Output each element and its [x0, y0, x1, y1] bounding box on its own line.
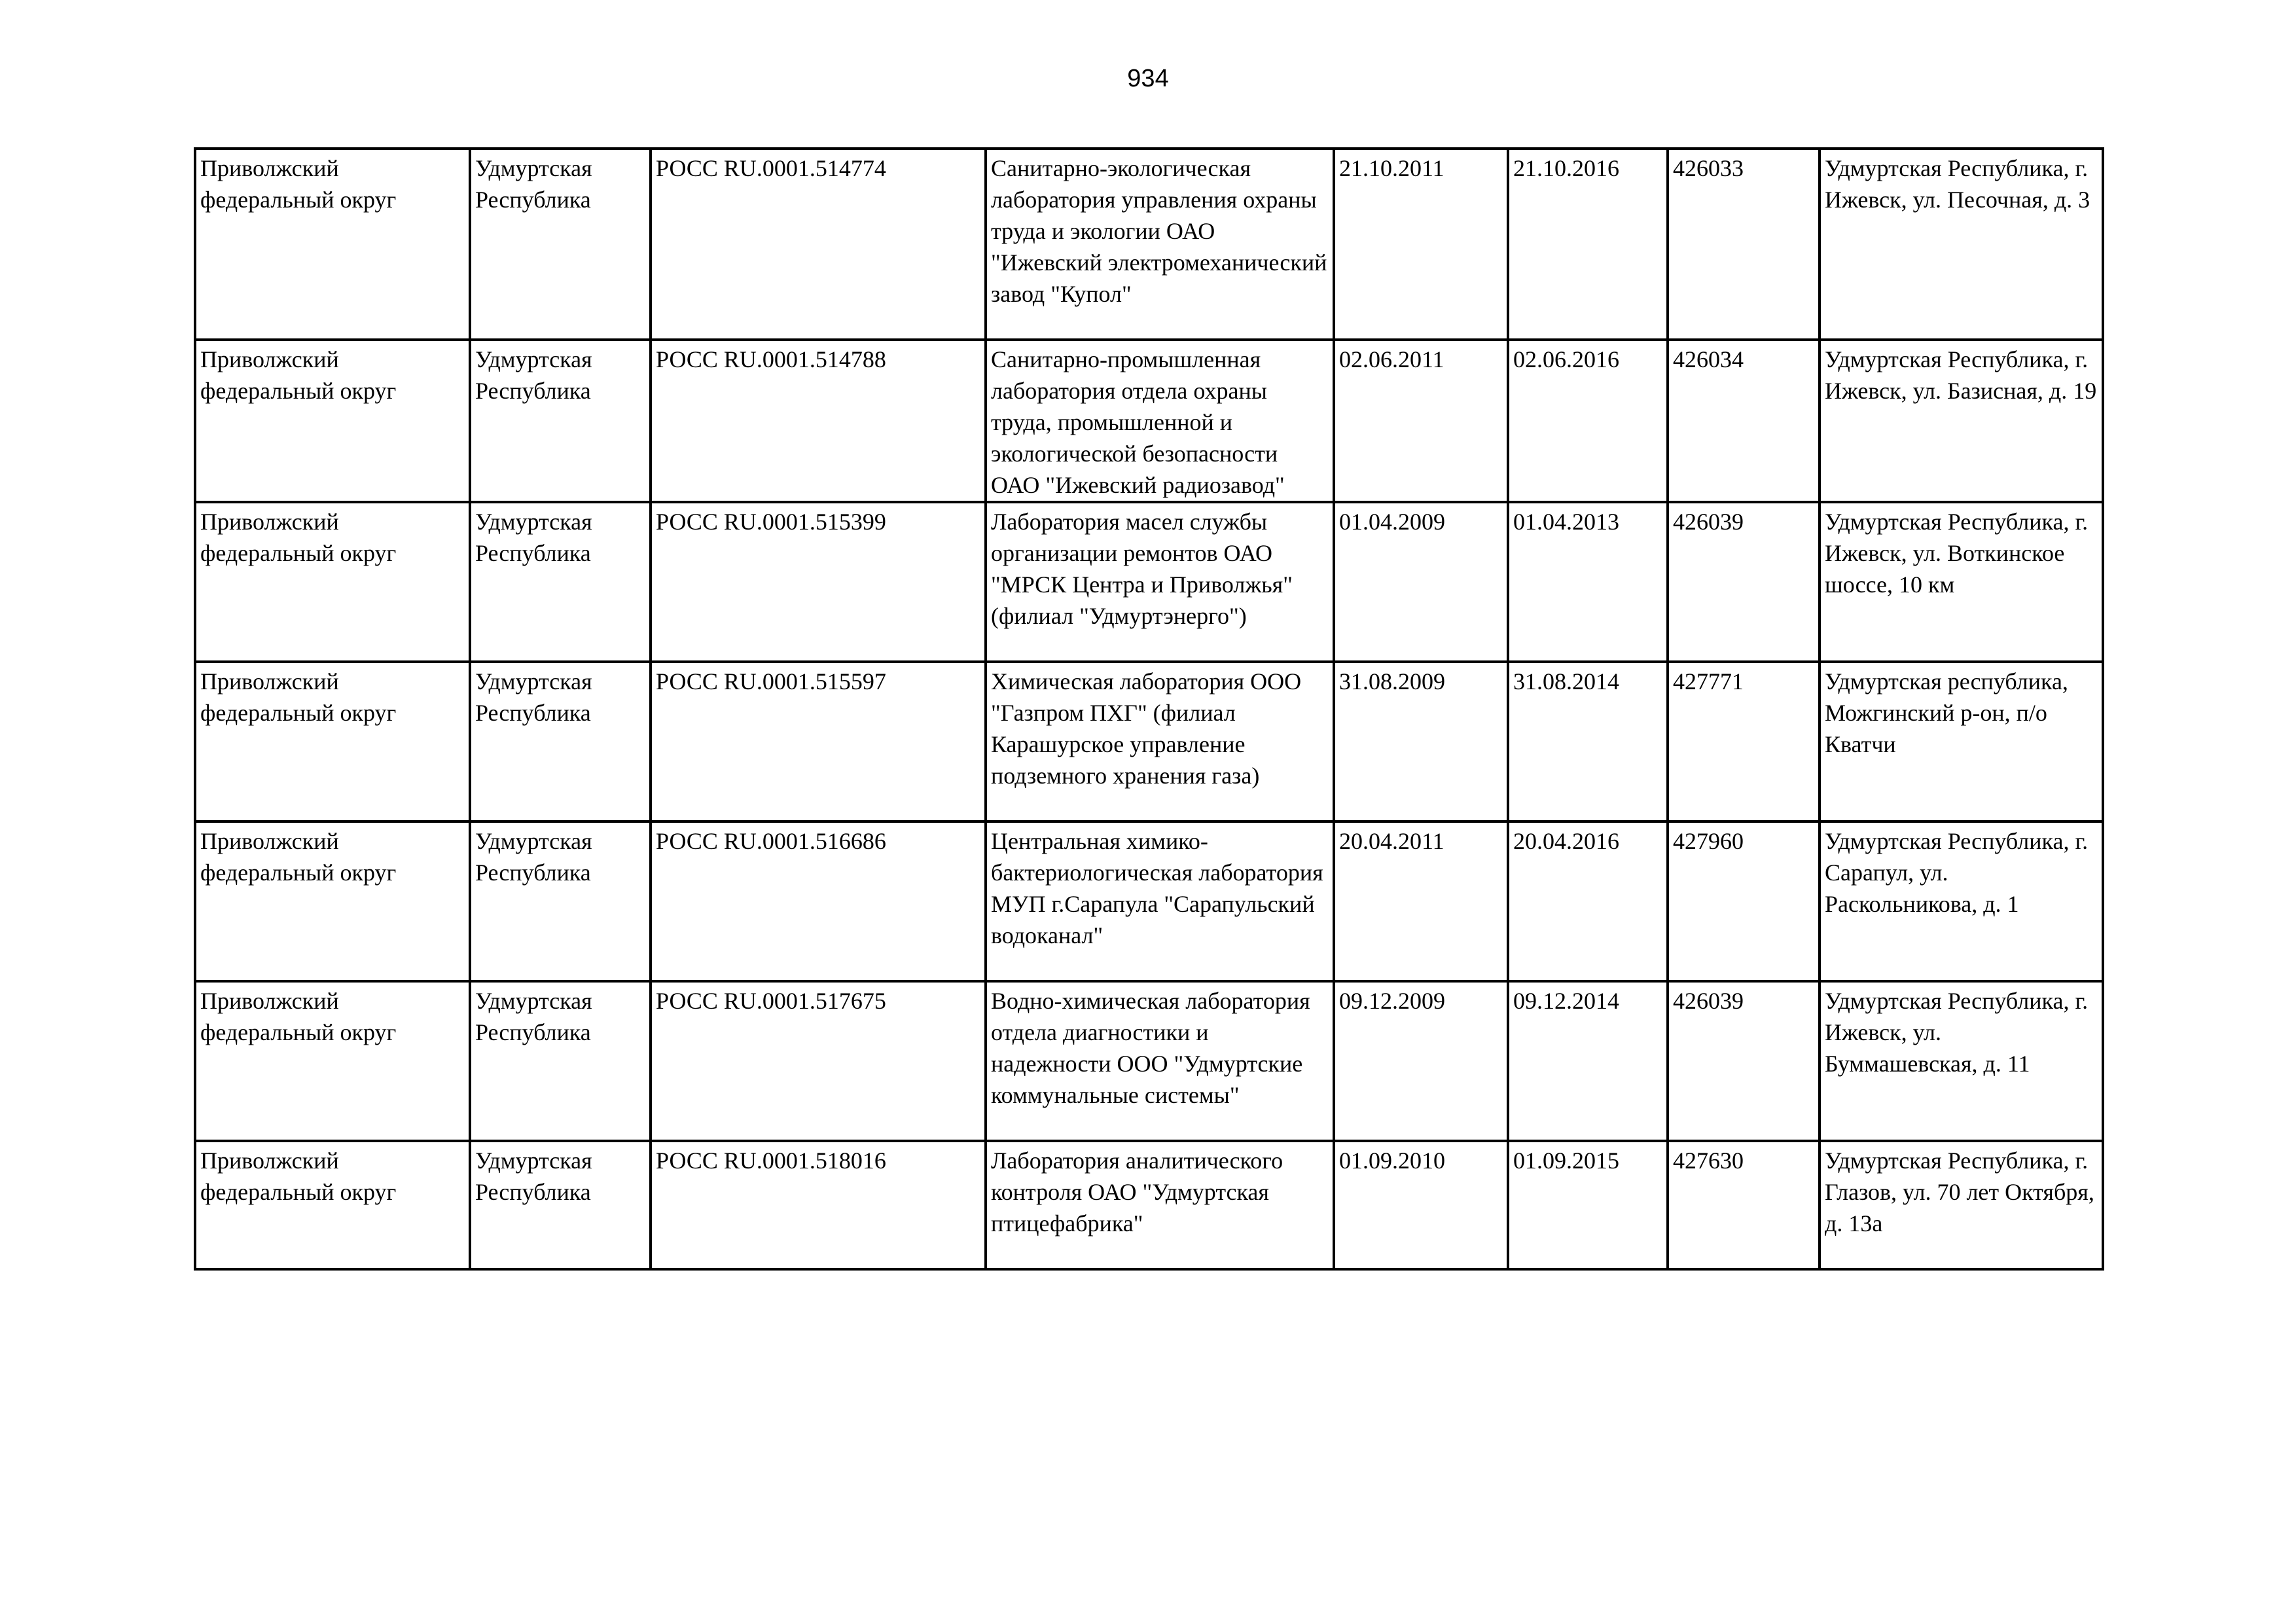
accreditation-number-cell: РОСС RU.0001.515399	[651, 502, 986, 662]
accreditation-number-cell: РОСС RU.0001.514788	[651, 340, 986, 502]
issue-date-cell: 31.08.2009	[1334, 662, 1508, 821]
address-cell: Удмуртская Республика, г. Ижевск, ул. Буммашевская, д. 11	[1820, 981, 2103, 1141]
region-cell: Удмуртская Республика	[470, 149, 651, 340]
region-cell: Удмуртская Республика	[470, 502, 651, 662]
federal-district-cell: Приволжский федеральный округ	[195, 1141, 470, 1269]
page-number: 934	[1127, 65, 1169, 92]
issue-date-cell: 02.06.2011	[1334, 340, 1508, 502]
issue-date-cell: 01.04.2009	[1334, 502, 1508, 662]
federal-district-cell: Приволжский федеральный округ	[195, 662, 470, 821]
federal-district-cell: Приволжский федеральный округ	[195, 502, 470, 662]
issue-date-cell: 21.10.2011	[1334, 149, 1508, 340]
federal-district-cell: Приволжский федеральный округ	[195, 149, 470, 340]
postal-code-cell: 427771	[1668, 662, 1820, 821]
address-cell: Удмуртская республика, Можгинский р-он, п/о Кватчи	[1820, 662, 2103, 821]
region-cell: Удмуртская Республика	[470, 1141, 651, 1269]
federal-district-cell: Приволжский федеральный округ	[195, 340, 470, 502]
issue-date-cell: 20.04.2011	[1334, 821, 1508, 981]
expiry-date-cell: 09.12.2014	[1508, 981, 1668, 1141]
expiry-date-cell: 01.04.2013	[1508, 502, 1668, 662]
table-row	[195, 1141, 2103, 1269]
federal-district-cell: Приволжский федеральный округ	[195, 981, 470, 1141]
expiry-date-cell: 02.06.2016	[1508, 340, 1668, 502]
postal-code-cell: 426034	[1668, 340, 1820, 502]
laboratory-name-cell: Санитарно-промышленная лаборатория отдела охраны труда, промышленной и экологической безопасности ОАО "Ижевский радиозавод"	[986, 340, 1334, 502]
issue-date-cell: 09.12.2009	[1334, 981, 1508, 1141]
expiry-date-cell: 31.08.2014	[1508, 662, 1668, 821]
table-row	[195, 662, 2103, 821]
table-row	[195, 340, 2103, 502]
address-cell: Удмуртская Республика, г. Ижевск, ул. Воткинское шоссе, 10 км	[1820, 502, 2103, 662]
region-cell: Удмуртская Республика	[470, 981, 651, 1141]
address-cell: Удмуртская Республика, г. Сарапул, ул. Раскольникова, д. 1	[1820, 821, 2103, 981]
accreditation-number-cell: РОСС RU.0001.515597	[651, 662, 986, 821]
laboratory-name-cell: Центральная химико-бактериологическая лаборатория МУП г.Сарапула "Сарапульский водоканал"	[986, 821, 1334, 981]
address-cell: Удмуртская Республика, г. Ижевск, ул. Песочная, д. 3	[1820, 149, 2103, 340]
expiry-date-cell: 21.10.2016	[1508, 149, 1668, 340]
address-cell: Удмуртская Республика, г. Ижевск, ул. Базисная, д. 19	[1820, 340, 2103, 502]
accreditation-number-cell: РОСС RU.0001.518016	[651, 1141, 986, 1269]
region-cell: Удмуртская Республика	[470, 821, 651, 981]
federal-district-cell: Приволжский федеральный округ	[195, 821, 470, 981]
table-row	[195, 149, 2103, 340]
table-row	[195, 821, 2103, 981]
expiry-date-cell: 20.04.2016	[1508, 821, 1668, 981]
postal-code-cell: 427960	[1668, 821, 1820, 981]
postal-code-cell: 426039	[1668, 981, 1820, 1141]
accreditation-number-cell: РОСС RU.0001.516686	[651, 821, 986, 981]
laboratory-name-cell: Химическая лаборатория ООО "Газпром ПХГ" (филиал Карашурское управление подземного хранения газа)	[986, 662, 1334, 821]
issue-date-cell: 01.09.2010	[1334, 1141, 1508, 1269]
postal-code-cell: 427630	[1668, 1141, 1820, 1269]
accreditation-number-cell: РОСС RU.0001.514774	[651, 149, 986, 340]
table-row	[195, 981, 2103, 1141]
table-row	[195, 502, 2103, 662]
postal-code-cell: 426033	[1668, 149, 1820, 340]
laboratory-name-cell: Лаборатория масел службы организации ремонтов ОАО "МРСК Центра и Приволжья" (филиал "Удмуртэнерго")	[986, 502, 1334, 662]
postal-code-cell: 426039	[1668, 502, 1820, 662]
region-cell: Удмуртская Республика	[470, 340, 651, 502]
laboratory-name-cell: Водно-химическая лаборатория отдела диагностики и надежности ООО "Удмуртские коммунальные системы"	[986, 981, 1334, 1141]
accreditation-number-cell: РОСС RU.0001.517675	[651, 981, 986, 1141]
expiry-date-cell: 01.09.2015	[1508, 1141, 1668, 1269]
laboratory-name-cell: Лаборатория аналитического контроля ОАО "Удмуртская птицефабрика"	[986, 1141, 1334, 1269]
laboratory-name-cell: Санитарно-экологическая лаборатория управления охраны труда и экологии ОАО "Ижевский электромеханический завод "Купол"	[986, 149, 1334, 340]
accreditation-table	[194, 147, 2104, 1271]
region-cell: Удмуртская Республика	[470, 662, 651, 821]
address-cell: Удмуртская Республика, г. Глазов, ул. 70 лет Октября, д. 13а	[1820, 1141, 2103, 1269]
